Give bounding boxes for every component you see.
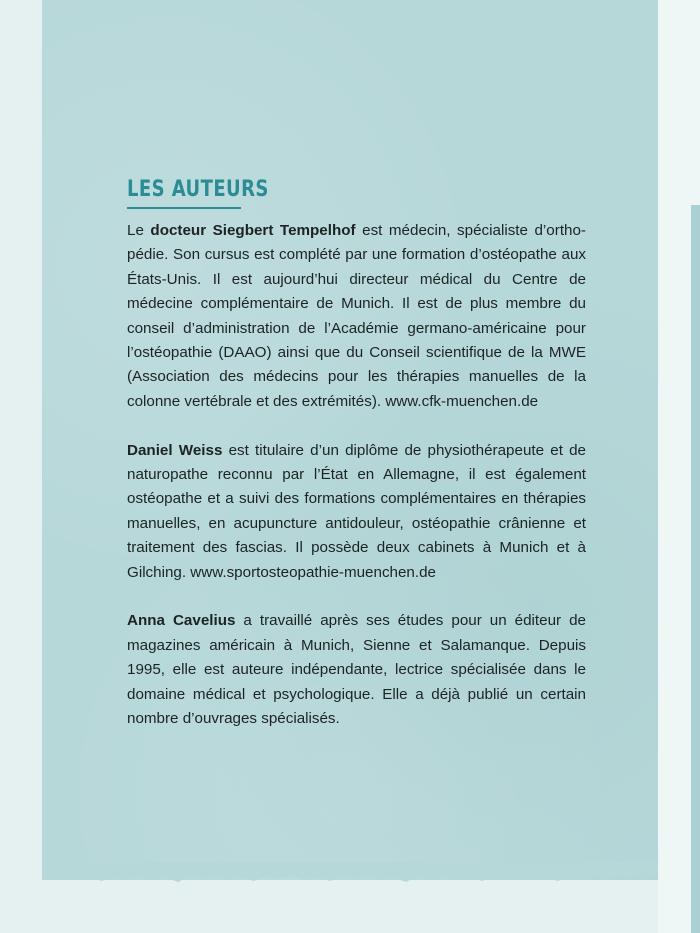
page-edge-accent	[691, 205, 700, 933]
author-name: Daniel Weiss	[127, 441, 223, 459]
author-bio	[127, 609, 586, 731]
section-title: LES AUTEURS	[127, 177, 269, 202]
author-bio-text: est médecin, spécialiste d’ortho-pédie. Son cursus est complété par une formation d’ostéopathe aux États-Unis. Il est aujourd’hui directeur médical du Centre de médecine complémentaire de Munich. Il est de plus membre du conseil d’administration de l’Académie germano-américaine pour l’ostéopathie (DAAO) ainsi que du Conseil scientifique de la MWE (Association des médecins pour les thérapies manuelles de la colonne vertébrale et des extrémités). www.cfk-muenchen.de	[127, 222, 586, 410]
author-prefix: Le	[127, 222, 151, 239]
author-bio-text: est titulaire d’un diplôme de physiothérapeute et de naturopathe reconnu par l’État en Allemagne, il est également ostéopathe et a suivi des formations complémentaires en thérapies manuelles, en acupuncture antidouleur, ostéopathie crânienne et traitement des fascias. Il possède deux cabinets à Munich et à Gilching. www.sportosteopathie-muenchen.de	[127, 441, 586, 581]
author-bio	[127, 439, 586, 585]
author-name: docteur Siegbert Tempelhof	[150, 222, 356, 239]
authors-section	[127, 175, 586, 756]
author-bio-text: a travaillé après ses études pour un éditeur de magazines américain à Munich, Sienne et Salamanque. Depuis 1995, elle est auteure indépendante, lectrice spécialisée dans le domaine médical et psychologique. Elle a déjà publié un certain nombre d’ouvrages spécialisés.	[127, 612, 586, 728]
author-bio	[127, 219, 586, 414]
author-name: Anna Cavelius	[127, 612, 236, 630]
torn-paper-edge	[42, 862, 658, 890]
